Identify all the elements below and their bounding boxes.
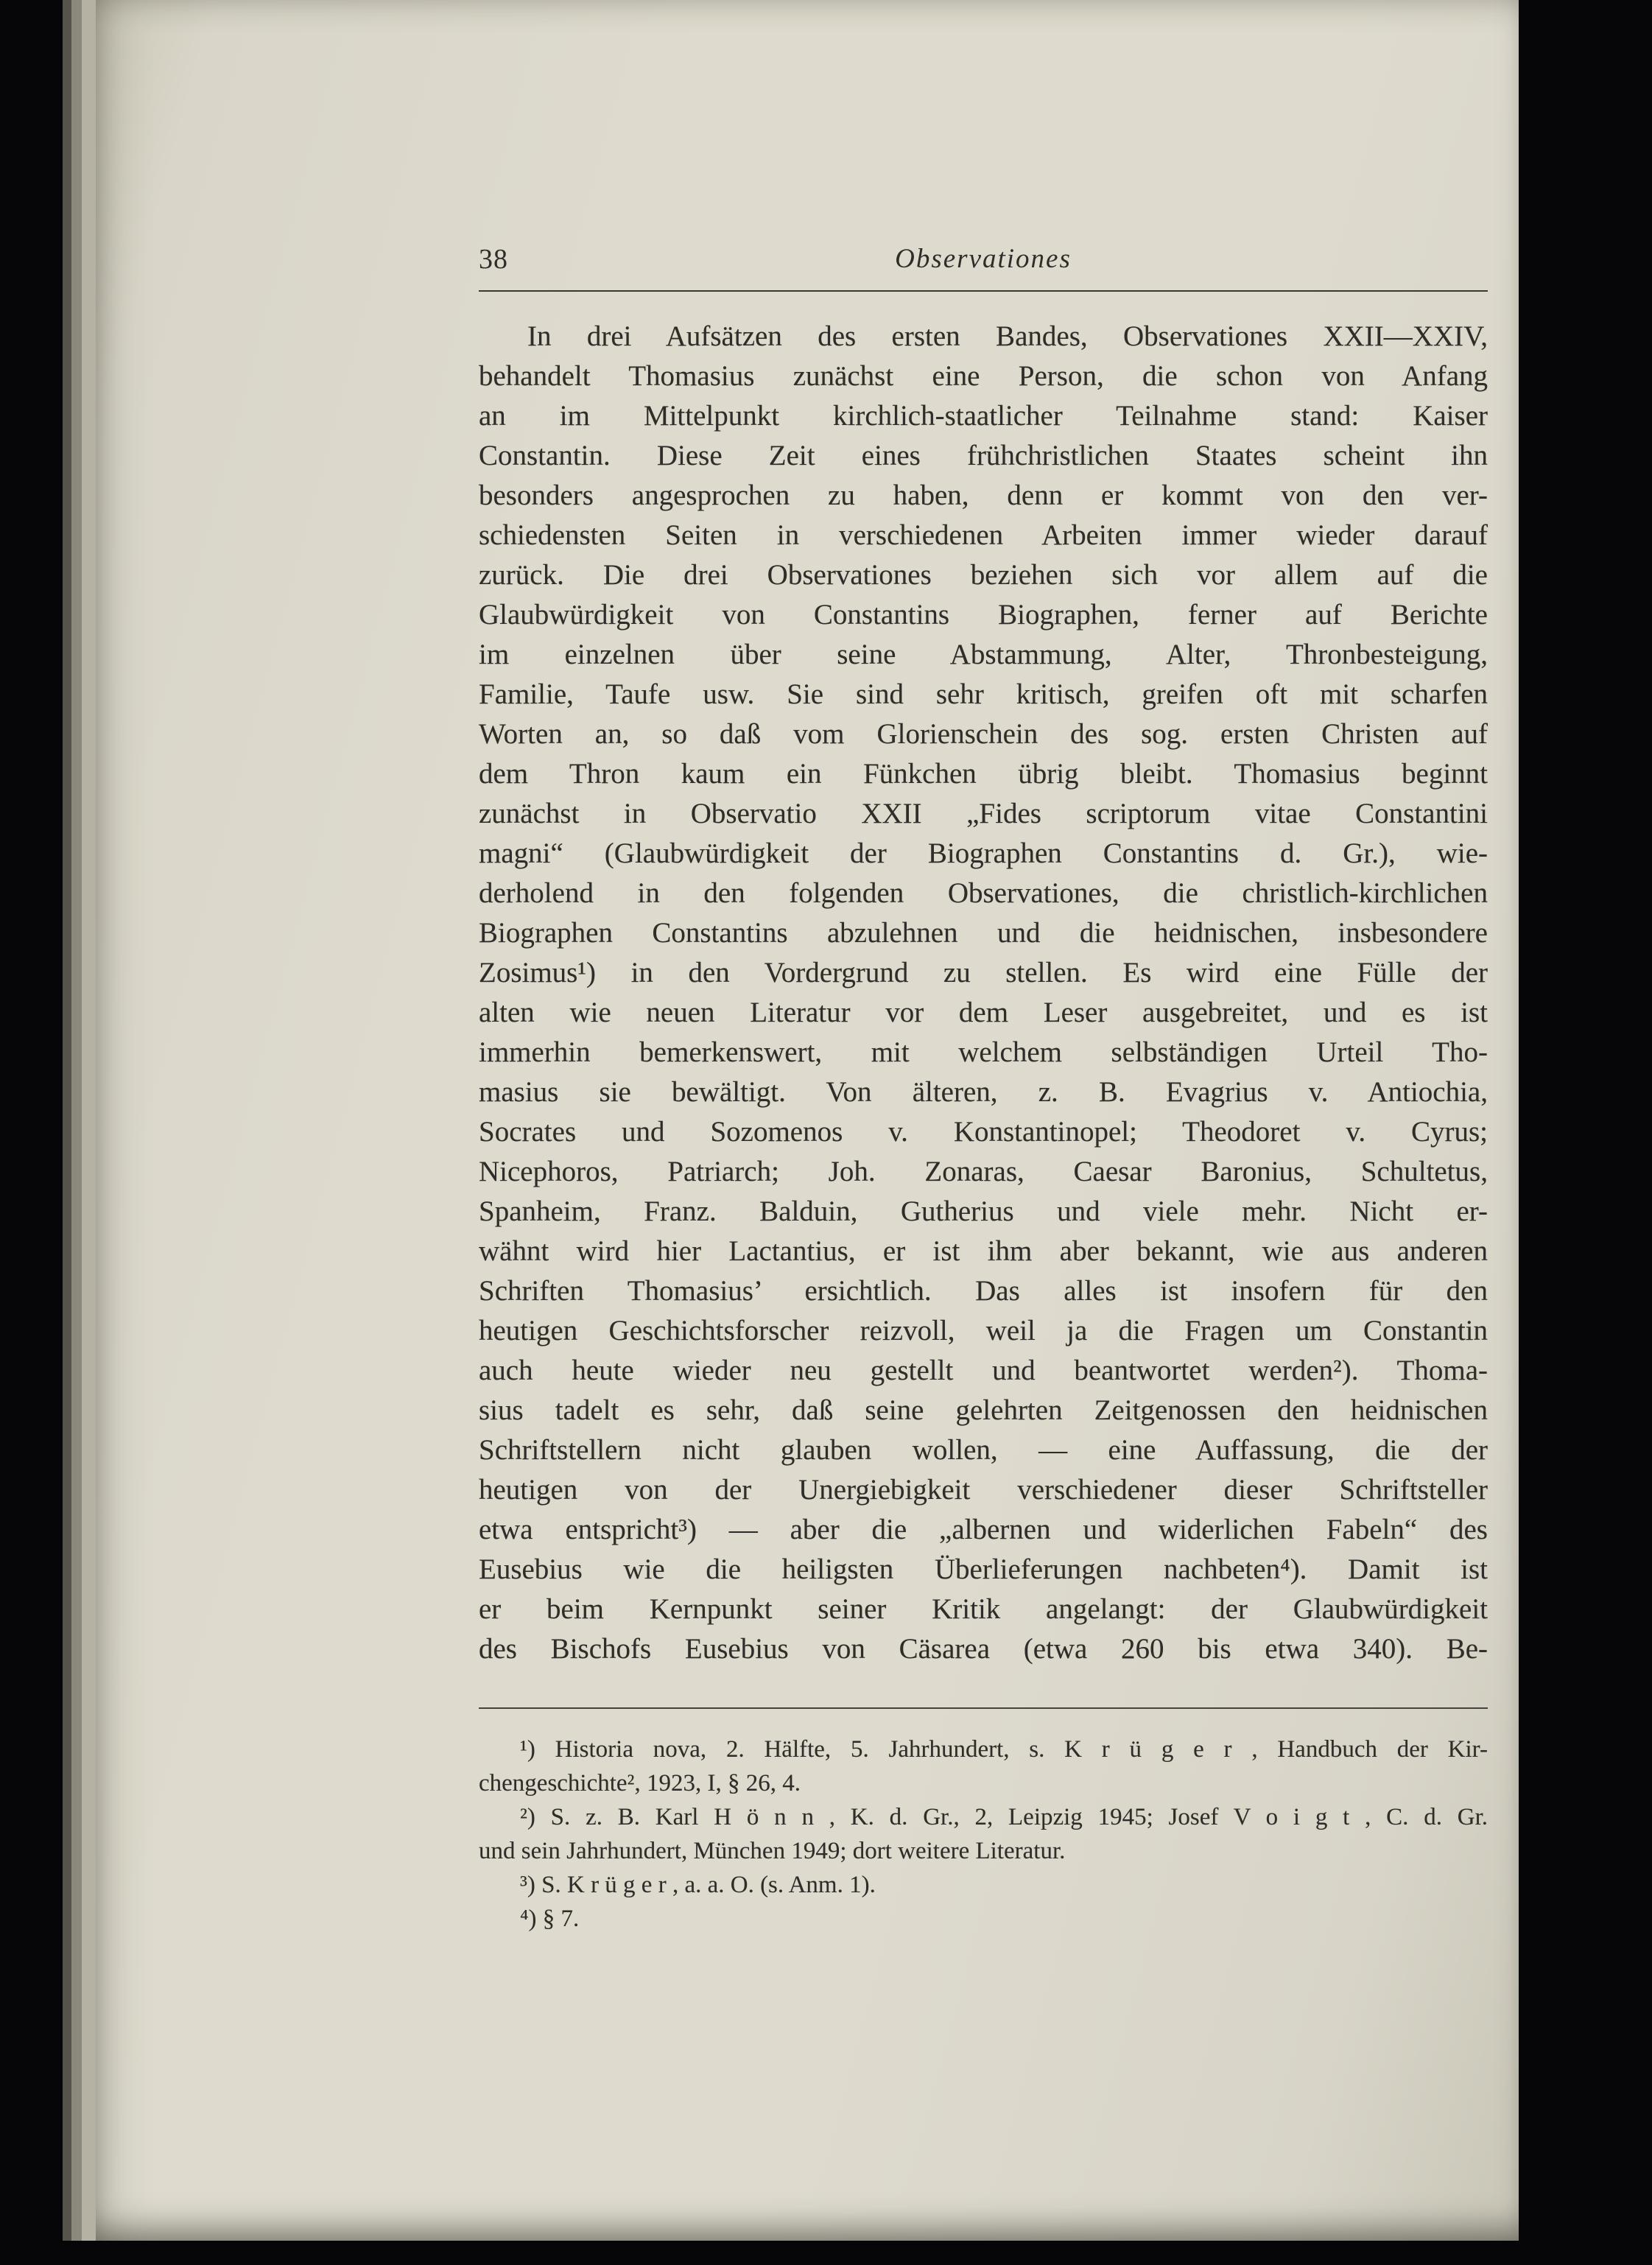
body-line: zunächst in Observatio XXII „Fides scriptorum vitae Constantini xyxy=(479,798,1488,829)
body-line: etwa entspricht³) — aber die „albernen und widerlichen Fabeln“ des xyxy=(479,1514,1488,1545)
page-edge-stack xyxy=(71,0,82,2241)
footnote-line: ³) S. K r ü g e r , a. a. O. (s. Anm. 1). xyxy=(520,1872,876,1898)
text-column xyxy=(479,243,1488,1936)
footnote-line: chengeschichte², 1923, I, § 26, 4. xyxy=(479,1770,801,1797)
body-line: schiedensten Seiten in verschiedenen Arbeiten immer wieder darauf xyxy=(479,519,1488,551)
footnotes xyxy=(479,1732,1488,1936)
body-line: wähnt wird hier Lactantius, er ist ihm aber bekannt, wie aus anderen xyxy=(479,1235,1488,1267)
body-line: magni“ (Glaubwürdigkeit der Biographen Constantins d. Gr.), wie- xyxy=(479,837,1488,869)
body-line: zurück. Die drei Observationes beziehen sich vor allem auf die xyxy=(479,559,1488,591)
body-line: Familie, Taufe usw. Sie sind sehr kritisch, greifen oft mit scharfen xyxy=(479,678,1488,710)
body-line: Socrates und Sozomenos v. Konstantinopel; Theodoret v. Cyrus; xyxy=(479,1116,1488,1148)
body-line: sius tadelt es sehr, daß seine gelehrten Zeitgenossen den heidnischen xyxy=(479,1394,1488,1426)
footnote-line: ⁴) § 7. xyxy=(520,1906,580,1932)
body-line: derholend in den folgenden Observationes, die christlich-kirchlichen xyxy=(479,877,1488,909)
body-line: behandelt Thomasius zunächst eine Person, die schon von Anfang xyxy=(479,360,1488,392)
body-line: Glaubwürdigkeit von Constantins Biographen, ferner auf Berichte xyxy=(479,599,1488,631)
running-header: Observationes xyxy=(895,244,1072,274)
footnote-line: ¹) Historia nova, 2. Hälfte, 5. Jahrhundert, s. K r ü g e r , Handbuch der Kir- xyxy=(520,1736,1488,1763)
body-line: Eusebius wie die heiligsten Überlieferungen nachbeten⁴). Damit ist xyxy=(479,1553,1488,1585)
header-rule xyxy=(479,290,1488,292)
body-line: Biographen Constantins abzulehnen und die heidnischen, insbesondere xyxy=(479,917,1488,949)
body-line: Zosimus¹) in den Vordergrund zu stellen. Es wird eine Fülle der xyxy=(479,957,1488,988)
book-page xyxy=(96,0,1519,2241)
footnote-line: ²) S. z. B. Karl H ö n n , K. d. Gr., 2, Leipzig 1945; Josef V o i g t , C. d. Gr. xyxy=(520,1804,1488,1830)
body-line: In drei Aufsätzen des ersten Bandes, Observationes XXII—XXIV, xyxy=(527,320,1488,352)
page-edge-stack xyxy=(63,0,71,2241)
body-line: masius sie bewältigt. Von älteren, z. B. Evagrius v. Antiochia, xyxy=(479,1076,1488,1108)
body-line: Schriftstellern nicht glauben wollen, — eine Auffassung, die der xyxy=(479,1434,1488,1466)
body-line: Spanheim, Franz. Balduin, Gutherius und viele mehr. Nicht er- xyxy=(479,1195,1488,1227)
body-line: immerhin bemerkenswert, mit welchem selbständigen Urteil Tho- xyxy=(479,1036,1488,1068)
body-line: heutigen von der Unergiebigkeit verschiedener dieser Schriftsteller xyxy=(479,1474,1488,1506)
body-line: heutigen Geschichtsforscher reizvoll, weil ja die Fragen um Constantin xyxy=(479,1315,1488,1346)
body-text xyxy=(479,317,1488,1669)
body-line: an im Mittelpunkt kirchlich-staatlicher Teilnahme stand: Kaiser xyxy=(479,400,1488,432)
body-line: im einzelnen über seine Abstammung, Alter, Thronbesteigung, xyxy=(479,639,1488,670)
body-line: auch heute wieder neu gestellt und beantwortet werden²). Thoma- xyxy=(479,1355,1488,1386)
body-line: dem Thron kaum ein Fünkchen übrig bleibt. Thomasius beginnt xyxy=(479,758,1488,790)
body-line: besonders angesprochen zu haben, denn er kommt von den ver- xyxy=(479,480,1488,511)
body-line: Schriften Thomasius’ ersichtlich. Das alles ist insofern für den xyxy=(479,1275,1488,1307)
body-line: des Bischofs Eusebius von Cäsarea (etwa 260 bis etwa 340). Be- xyxy=(479,1633,1488,1665)
body-line: alten wie neuen Literatur vor dem Leser ausgebreitet, und es ist xyxy=(479,997,1488,1028)
body-line: Nicephoros, Patriarch; Joh. Zonaras, Caesar Baronius, Schultetus, xyxy=(479,1156,1488,1187)
page-header xyxy=(479,243,1488,281)
page-number: 38 xyxy=(479,244,508,275)
body-line: Worten an, so daß vom Glorienschein des sog. ersten Christen auf xyxy=(479,718,1488,750)
body-line: er beim Kernpunkt seiner Kritik angelangt: der Glaubwürdigkeit xyxy=(479,1593,1488,1625)
footnote-line: und sein Jahrhundert, München 1949; dort weitere Literatur. xyxy=(479,1838,1066,1864)
body-line: Constantin. Diese Zeit eines frühchristlichen Staates scheint ihn xyxy=(479,440,1488,471)
page-edge-stack xyxy=(82,0,96,2241)
footnote-rule xyxy=(479,1707,1488,1709)
